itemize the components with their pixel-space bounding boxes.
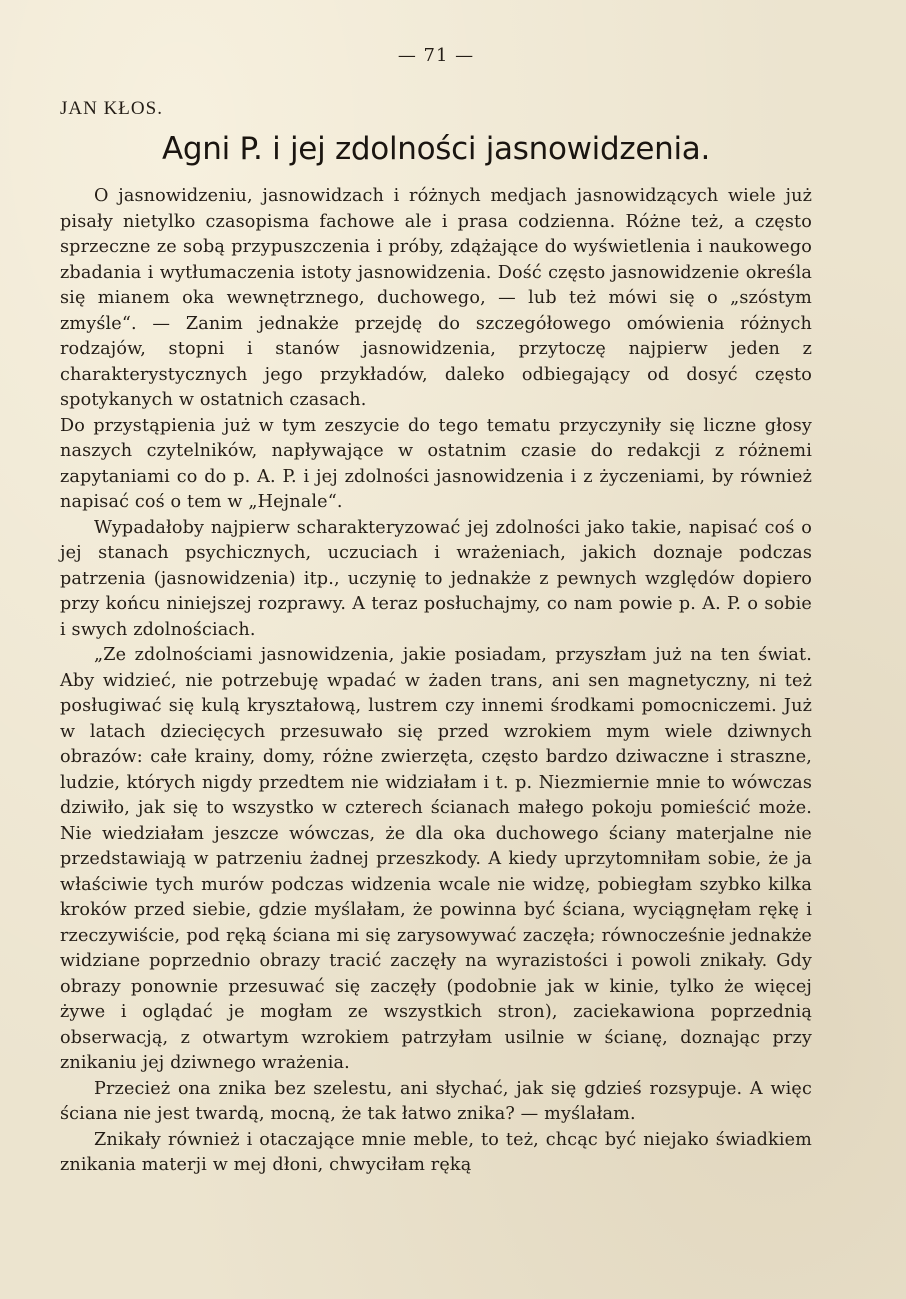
article-author: JAN KŁOS. — [60, 98, 163, 119]
paragraph: „Ze zdolnościami jasnowidzenia, jakie posiadam, przyszłam już na ten świat. Aby widzieć, nie potrzebuję wpadać w żaden trans, ani sen magnetyczny, ni też posługiwać się kulą kryształową, lustrem czy innemi środkami pomocniczemi. Już w latach dziecięcych przesuwało się przed wzrokiem mym wiele dziwnych obrazów: całe krainy, domy, różne zwierzęta, często bardzo dziwaczne i straszne, ludzie, których nigdy przedtem nie widziałam i t. p. Niezmiernie mnie to wówczas dziwiło, jak się to wszystko w czterech ścianach małego pokoju pomieścić może. Nie wiedziałam jeszcze wówczas, że dla oka duchowego ściany materjalne nie przedstawiają w patrzeniu żadnej przeszkody. A kiedy uprzytomniłam sobie, że ja właściwie tych murów podczas widzenia wcale nie widzę, pobiegłam szybko kilka kroków przed siebie, gdzie myślałam, że powinna być ściana, wyciągnęłam rękę i rzeczywiście, pod ręką ściana mi się zarysowywać zaczęła; równocześnie jednakże widziane poprzednio obrazy tracić zaczęły na wyrazistości i powoli znikały. Gdy obrazy ponownie przesuwać się zaczęły (podobnie jak w kinie, tylko że więcej żywe i oglądać je mogłam ze wszystkich stron), zaciekawiona poprzednią obserwacją, z otwartym wzrokiem patrzyłam usilnie w ścianę, doznając przy znikaniu jej dziwnego wrażenia. — [60, 645, 812, 1073]
paragraph: Do przystąpienia już w tym zeszycie do tego tematu przyczyniły się liczne głosy naszych czytelników, napływające w ostatnim czasie do redakcji z różnemi zapytaniami co do p. A. P. i jej zdolności jasnowidzenia i z życzeniami, by również napisać coś o tem w „Hejnale“. — [60, 415, 812, 512]
article-body — [60, 184, 812, 1179]
paragraph: Wypadałoby najpierw scharakteryzować jej zdolności jako takie, napisać coś o jej stanach psychicznych, uczuciach i wrażeniach, jakich doznaje podczas patrzenia (jasnowidzenia) itp., uczynię to jednakże z pewnych względów dopiero przy końcu niniejszej rozprawy. A teraz posłuchajmy, co nam powie p. A. P. o sobie i swych zdolnościach. — [60, 517, 812, 640]
paragraph: Znikały również i otaczające mnie meble, to też, chcąc być niejako świadkiem znikania materji w mej dłoni, chwyciłam ręką — [60, 1129, 812, 1175]
paragraph: O jasnowidzeniu, jasnowidzach i różnych medjach jasnowidzących wiele już pisały nietylko czasopisma fachowe ale i prasa codzienna. Różne też, a często sprzeczne ze sobą przypuszczenia i próby, zdążające do wyświetlenia i naukowego zbadania i wytłumaczenia istoty jasnowidzenia. Dość często jasnowidzenie określa się mianem oka wewnętrznego, duchowego, — lub też mówi się o „szóstym zmyśle“. — Zanim jednakże przejdę do szczegółowego omówienia różnych rodzajów, stopni i stanów jasnowidzenia, przytoczę najpierw jeden z charakterystycznych jego przykładów, daleko odbiegający od dosyć często spotykanych w ostatnich czasach. — [60, 186, 812, 410]
article-title: Agni P. i jej zdolności jasnowidzenia. — [161, 131, 711, 167]
page-number: — 71 — — [397, 45, 475, 66]
book-page — [60, 42, 812, 1179]
paragraph: Przecież ona znika bez szelestu, ani słychać, jak się gdzieś rozsypuje. A więc ściana nie jest twardą, mocną, że tak łatwo znika? — myślałam. — [60, 1078, 812, 1124]
